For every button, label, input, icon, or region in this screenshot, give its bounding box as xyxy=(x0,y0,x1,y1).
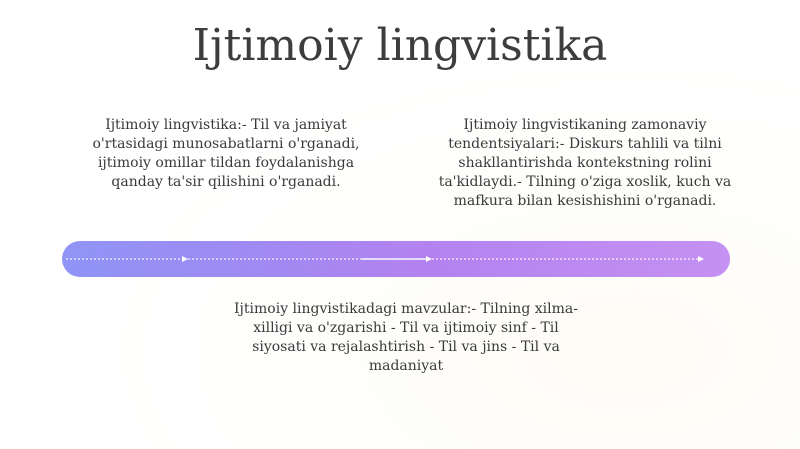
arrow-right-icon xyxy=(698,256,704,262)
arrow-right-icon xyxy=(182,256,188,262)
text-block-trends: Ijtimoiy lingvistikaning zamonaviy tendentsiyalari:- Diskurs tahlili va tilni shakllantirishda kontekstning rolini ta'kidlaydi.- Tilning o'ziga xoslik, kuch va mafkura bilan kesishishini o'rganadi. xyxy=(438,117,732,209)
timeline-arrows xyxy=(62,241,730,277)
text-block-topics: Ijtimoiy lingvistikadagi mavzular:- Tilning xilma-xilligi va o'zgarishi - Til va ijtimoiy sinf - Til siyosati va rejalashtirish - Til va jins - Til va madaniyat xyxy=(234,301,578,374)
arrow-right-icon xyxy=(426,256,432,262)
timeline-bar xyxy=(62,241,730,277)
slide-title: Ijtimoiy lingvistika xyxy=(192,20,608,71)
text-block-definition: Ijtimoiy lingvistika:- Til va jamiyat o'rtasidagi munosabatlarni o'rganadi, ijtimoiy omillar tildan foydalanishga qanday ta'sir qilishini o'rganadi. xyxy=(92,117,360,190)
